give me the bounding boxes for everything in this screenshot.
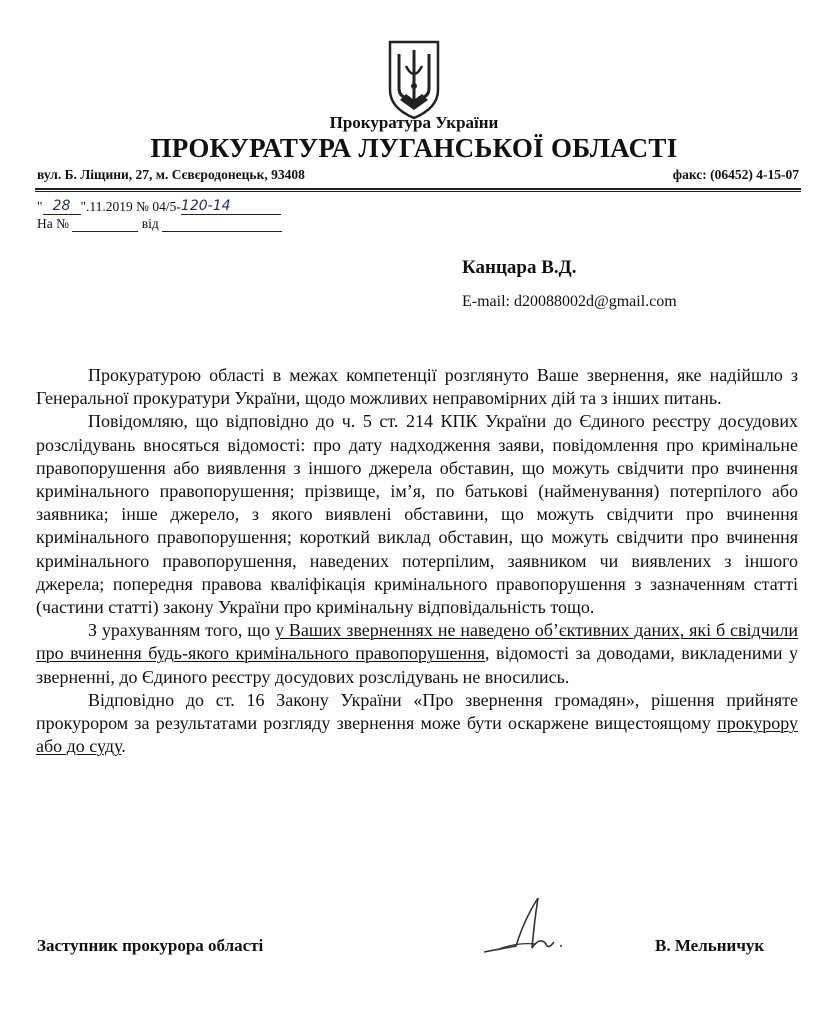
- reference-date-blank: [162, 219, 282, 232]
- letter-body: [36, 364, 798, 758]
- signatory-name: В. Мельничук: [655, 936, 765, 955]
- paragraph-3: [36, 619, 798, 689]
- paragraph-1: Прокуратурою області в межах компетенції розглянуто Ваше звернення, яке надійшло з Генеральної прокуратури України, щодо можливих неправомірних дій та з інших питань.: [36, 365, 798, 409]
- recipient-name: Канцара В.Д.: [462, 257, 577, 278]
- handwritten-signature-icon: [476, 890, 586, 970]
- org-parent-name: Прокуратура України: [329, 113, 499, 132]
- reference-from-label: від: [141, 216, 159, 231]
- org-address: вул. Б. Ліщини, 27, м. Сєвєродонецьк, 93408: [37, 167, 305, 182]
- handwritten-number: 120-14: [181, 198, 281, 215]
- paragraph-4-underlined: прокурору або до суду: [36, 713, 798, 757]
- reference-number-blank: [72, 219, 138, 232]
- paragraph-3-underlined: у Ваших зверненнях не наведено об’єктивних даних, які б свідчили про вчинення будь-якого кримінального правопорушення: [36, 620, 799, 664]
- signatory-position: Заступник прокурора області: [37, 936, 264, 955]
- paragraph-2: Повідомляю, що відповідно до ч. 5 ст. 214 КПК України до Єдиного реєстру досудових розслідувань вносяться відомості: про дату надходження заяви, повідомлення про кримінальне правопорушення або виявлення з іншого джерела обставин, що можуть свідчити про вчинення кримінального правопорушення; прізвище, ім’я, по батькові (найменування) потерпілого або заявника; інше джерело, з якого виявлені обставини, що можуть свідчити про вчинення кримінального правопорушення; короткий виклад обставин, що можуть свідчити про вчинення кримінального правопорушення, наведених потерпілим, заявником чи виявлених з іншого джерела; попередня правова кваліфікація кримінального правопорушення з зазначенням статті (частини статті) закону України про кримінальну відповідальність тощо.: [36, 411, 798, 618]
- org-main-name: ПРОКУРАТУРА ЛУГАНСЬКОЇ ОБЛАСТІ: [150, 133, 678, 163]
- paragraph-4-start: Відповідно до ст. 16 Закону України «Про звернення громадян», рішення прийняте прокурором за результатами розгляду звернення може бути оскаржене вищестоящому: [36, 689, 798, 734]
- paragraph-4-end: .: [121, 736, 126, 757]
- trident-emblem-icon: [386, 38, 442, 122]
- paragraph-4: [36, 689, 798, 759]
- org-fax: факс: (06452) 4-15-07: [672, 167, 799, 182]
- recipient-email: E-mail: d20088002d@gmail.com: [462, 293, 677, 310]
- registration-date: .11.2019 № 04/5-: [86, 199, 181, 214]
- header-divider: [35, 188, 801, 192]
- handwritten-day: 28: [43, 198, 81, 215]
- outgoing-registration: " 28 ".11.2019 № 04/5-120-14: [37, 198, 281, 215]
- paragraph-3-end: , відомості за доводами, викладеними у зверненні, до Єдиного реєстру досудових розслідувань не вносились.: [36, 643, 798, 687]
- incoming-reference: [37, 216, 282, 232]
- paragraph-3-start: З урахуванням того, що: [88, 620, 275, 641]
- address-row: [37, 167, 799, 185]
- reference-label: На №: [37, 216, 69, 231]
